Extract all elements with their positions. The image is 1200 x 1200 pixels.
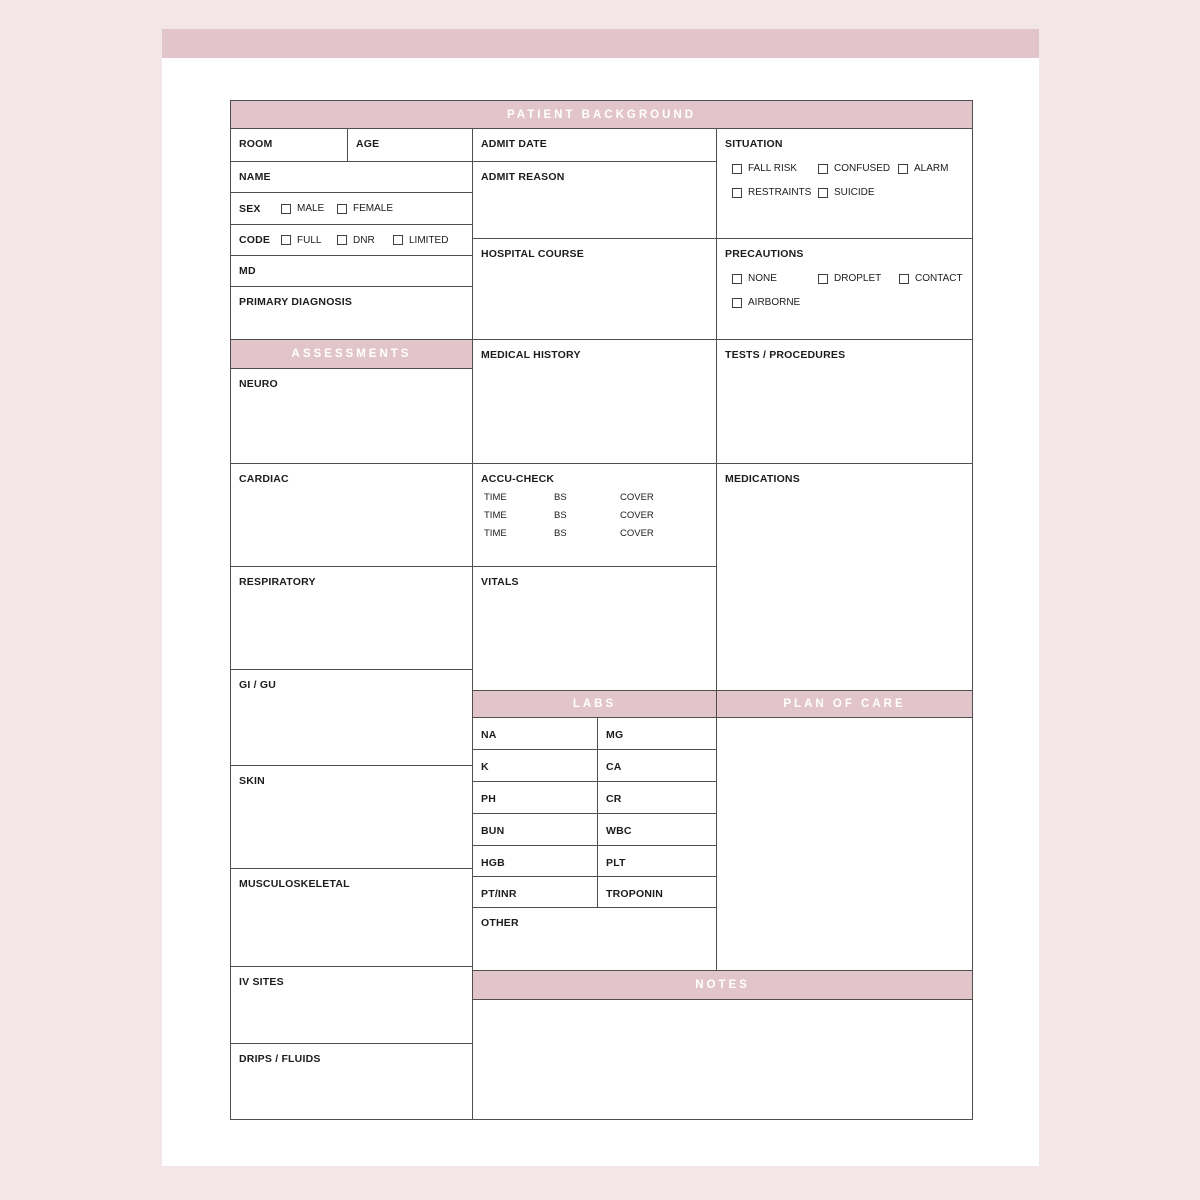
field-medical-history: MEDICAL HISTORY	[472, 339, 717, 464]
accu-check-grid	[473, 492, 716, 539]
field-notes	[472, 999, 973, 1120]
lab-cell-troponin: TROPONIN	[597, 876, 717, 908]
checkbox-suicide[interactable]	[818, 188, 828, 198]
field-primary-diagnosis: PRIMARY DIAGNOSIS	[230, 286, 473, 340]
field-sex: SEX MALE FEMALE	[230, 192, 473, 225]
checkbox-dnr[interactable]	[337, 235, 347, 245]
option-confused: CONFUSED	[818, 163, 898, 174]
section-title: PLAN OF CARE	[783, 698, 906, 710]
field-skin: SKIN	[230, 765, 473, 869]
nursing-report-sheet	[230, 100, 973, 1120]
option-full: FULL	[281, 235, 337, 246]
accu-check-row: TIME BS COVER	[484, 528, 654, 539]
lab-cell-pt-inr: PT/INR	[472, 876, 598, 908]
field-md: MD	[230, 255, 473, 287]
lab-cell-na: NA	[472, 717, 598, 750]
option-limited: LIMITED	[393, 235, 448, 246]
lab-cell-hgb: HGB	[472, 845, 598, 877]
field-vitals: VITALS	[472, 566, 717, 691]
section-title: LABS	[572, 698, 617, 710]
field-name: NAME	[230, 161, 473, 193]
field-precautions: PRECAUTIONS NONE DROPLET CONTACT AIRBORNE	[716, 238, 973, 340]
option-airborne: AIRBORNE	[732, 297, 800, 308]
checkbox-contact[interactable]	[899, 274, 909, 284]
lab-cell-ca: CA	[597, 749, 717, 782]
lab-cell-cr: CR	[597, 781, 717, 814]
checkbox-restraints[interactable]	[732, 188, 742, 198]
lab-cell-other: OTHER	[472, 907, 717, 971]
section-header-plan-of-care	[716, 690, 973, 718]
checkbox-airborne[interactable]	[732, 298, 742, 308]
option-restraints: RESTRAINTS	[732, 187, 818, 198]
field-plan-of-care	[716, 717, 973, 971]
field-room: ROOM	[230, 128, 348, 162]
option-droplet: DROPLET	[818, 273, 899, 284]
field-iv-sites: IV SITES	[230, 966, 473, 1044]
lab-cell-wbc: WBC	[597, 813, 717, 846]
lab-cell-k: K	[472, 749, 598, 782]
field-accu-check: ACCU-CHECK TIME BS COVER TIME BS COVER TIME BS COVER	[472, 463, 717, 567]
checkbox-limited[interactable]	[393, 235, 403, 245]
option-male: MALE	[281, 203, 337, 214]
field-musculoskeletal: MUSCULOSKELETAL	[230, 868, 473, 967]
lab-cell-plt: PLT	[597, 845, 717, 877]
checkbox-droplet[interactable]	[818, 274, 828, 284]
checkbox-alarm[interactable]	[898, 164, 908, 174]
field-neuro: NEURO	[230, 368, 473, 464]
section-header-labs	[472, 690, 717, 718]
field-cardiac: CARDIAC	[230, 463, 473, 567]
option-fall-risk: FALL RISK	[732, 163, 818, 174]
field-code: CODE FULL DNR LIMITED	[230, 224, 473, 256]
section-header-patient-background	[230, 100, 973, 129]
field-gi-gu: GI / GU	[230, 669, 473, 766]
field-hospital-course: HOSPITAL COURSE	[472, 238, 717, 340]
option-female: FEMALE	[337, 203, 393, 214]
section-header-assessments	[230, 339, 473, 369]
checkbox-full[interactable]	[281, 235, 291, 245]
checkbox-confused[interactable]	[818, 164, 828, 174]
field-age: AGE	[347, 128, 473, 162]
top-accent-strip	[162, 29, 1039, 58]
option-alarm: ALARM	[898, 163, 948, 174]
field-admit-reason: ADMIT REASON	[472, 161, 717, 239]
section-title: PATIENT BACKGROUND	[506, 108, 696, 121]
section-title: NOTES	[695, 979, 750, 991]
field-tests-procedures: TESTS / PROCEDURES	[716, 339, 973, 464]
section-title: ASSESSMENTS	[291, 348, 412, 360]
lab-cell-ph: PH	[472, 781, 598, 814]
checkbox-male[interactable]	[281, 204, 291, 214]
field-respiratory: RESPIRATORY	[230, 566, 473, 670]
lab-cell-mg: MG	[597, 717, 717, 750]
lab-cell-bun: BUN	[472, 813, 598, 846]
accu-check-row: TIME BS COVER	[484, 492, 654, 503]
field-drips-fluids: DRIPS / FLUIDS	[230, 1043, 473, 1120]
checkbox-female[interactable]	[337, 204, 347, 214]
option-suicide: SUICIDE	[818, 187, 875, 198]
option-none: NONE	[732, 273, 818, 284]
field-admit-date: ADMIT DATE	[472, 128, 717, 162]
option-contact: CONTACT	[899, 273, 963, 284]
field-situation: SITUATION FALL RISK CONFUSED ALARM RESTRAINTS SUICIDE	[716, 128, 973, 239]
section-header-notes	[472, 970, 973, 1000]
option-dnr: DNR	[337, 235, 393, 246]
checkbox-fall-risk[interactable]	[732, 164, 742, 174]
checkbox-none[interactable]	[732, 274, 742, 284]
field-medications: MEDICATIONS	[716, 463, 973, 691]
accu-check-row: TIME BS COVER	[484, 510, 654, 521]
